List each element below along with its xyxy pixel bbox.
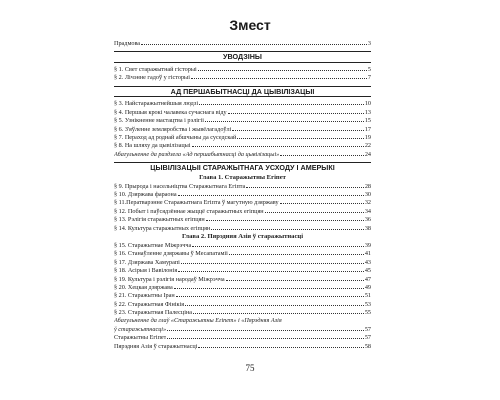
toc-entry[interactable]: [114, 224, 371, 232]
toc-entry[interactable]: [114, 198, 371, 206]
dot-leader: [193, 308, 364, 314]
toc-entry-title: Абагульненне да глаў «Старажытны Егіпет» і «Пярэдняя Азія: [114, 316, 282, 324]
dot-leader: [228, 108, 364, 114]
dot-leader: [226, 275, 364, 281]
toc-entry-title: § 22. Старажытная Фінікія: [114, 300, 185, 308]
toc-entry[interactable]: [114, 125, 371, 133]
toc-entry-title: § 21. Старажытны Іран: [114, 292, 175, 300]
toc-entry[interactable]: [114, 215, 371, 223]
toc-entry-page: 45: [364, 267, 371, 275]
toc-entry-title: § 5. Узнікненне мастацтва і рэлігіі: [114, 117, 204, 125]
toc-entry-title: § 10. Дзяржава фараона: [114, 191, 177, 199]
toc-entry-page: 15: [364, 117, 371, 125]
dot-leader: [174, 283, 364, 289]
toc-entry-page: 7: [367, 74, 371, 82]
toc-entry-page: 28: [364, 182, 371, 190]
toc-entry-title: Пярэдняя Азія ў старажытнасці: [114, 342, 198, 350]
toc-entry[interactable]: [114, 241, 371, 249]
chapter-heading-near-east: Глава 2. Пярэдняя Азія ў старажытнасці: [181, 233, 304, 241]
toc-entry-page: 3: [367, 40, 371, 47]
toc-entry-page: 51: [364, 292, 371, 300]
toc-entry[interactable]: [114, 99, 371, 107]
toc-entry-title: § 12. Побыт і паўсядзённае жыццё старажытных егіпцян: [114, 207, 264, 215]
toc-entry-title: § 16. Станаўленне дзяржавы ў Месапатаміі: [114, 250, 228, 258]
toc-entry[interactable]: [114, 65, 371, 73]
toc-entry[interactable]: [114, 141, 371, 149]
toc-entry[interactable]: [114, 249, 371, 257]
dot-leader: [181, 258, 364, 264]
toc-entry-title: § 4. Першыя крокі чалавека сучаснага віду: [114, 108, 227, 116]
toc-entry[interactable]: [114, 300, 371, 308]
page-number: 75: [245, 363, 255, 373]
toc-entry-page: 58: [364, 342, 371, 350]
toc-entry-page: 19: [364, 133, 371, 141]
toc-entry[interactable]: [114, 291, 371, 299]
toc-entry[interactable]: [114, 108, 371, 116]
toc-entry-page: 49: [364, 283, 371, 291]
toc-entry[interactable]: [114, 333, 371, 341]
toc-entry-page: 10: [364, 100, 371, 108]
toc-entry-title: Прадмова: [114, 40, 141, 47]
toc-entry-page: 41: [364, 250, 371, 258]
toc-entry-title: § 23. Старажытная Палесціна: [114, 309, 193, 317]
dot-leader: [191, 73, 367, 79]
toc-entry[interactable]: [114, 308, 371, 316]
toc-entry-page: 47: [364, 275, 371, 283]
toc-entry-title: ў старажытнасці»: [114, 325, 167, 333]
toc-entry-page: 13: [364, 108, 371, 116]
toc-entry[interactable]: [114, 258, 371, 266]
toc-entry-page: 36: [364, 216, 371, 224]
toc-entry-page: 32: [364, 199, 371, 207]
toc-entry-page: 53: [364, 300, 371, 308]
toc-entry-page: 57: [364, 334, 371, 342]
toc-entry-title: § 19. Культура і рэлігія народаў Міжрэчча: [114, 275, 225, 283]
toc-entry-page: 38: [364, 224, 371, 232]
dot-leader: [246, 182, 364, 188]
section-heading-primitive: АД ПЕРШАБЫТНАСЦІ ДА ЦЫВІЛІЗАЦЫІ: [170, 86, 315, 96]
dot-leader: [206, 215, 364, 221]
dot-leader: [229, 249, 364, 255]
toc-entry-title: § 8. На шляху да цывілізацыі: [114, 142, 191, 150]
section-heading-civilizations: ЦЫВІЛІЗАЦЫІ СТАРАЖЫТНАГА УСХОДУ І АМЕРЫКІ: [150, 163, 335, 173]
toc-entry-title: § 20. Хецкая дзяржава: [114, 283, 173, 291]
toc-entry-summary-continued[interactable]: [114, 325, 371, 333]
dot-leader: [176, 291, 364, 297]
dot-leader: [167, 325, 364, 331]
toc-entry-page: 55: [364, 309, 371, 317]
dot-leader: [211, 224, 363, 230]
toc-entry-page: 17: [364, 125, 371, 133]
dot-leader: [192, 241, 364, 247]
dot-leader: [265, 207, 364, 213]
section-heading-intro: УВОДЗІНЫ: [223, 52, 262, 62]
dot-leader: [198, 342, 363, 348]
toc-entry-page: 39: [364, 242, 371, 250]
chapter-heading-egypt: Глава 1. Старажытны Егіпет: [199, 173, 286, 181]
dot-leader: [198, 65, 367, 71]
dot-leader: [205, 116, 364, 122]
toc-entry-page: 5: [367, 65, 371, 73]
dot-leader: [280, 198, 364, 204]
toc-entry[interactable]: [114, 116, 371, 124]
toc-entry-title: § 9. Прырода і насельніцтва Старажытнага Егіпта: [114, 182, 246, 190]
toc-entry[interactable]: [114, 182, 371, 190]
dot-leader: [141, 39, 367, 45]
dot-leader: [232, 125, 363, 131]
toc-entry[interactable]: [114, 190, 371, 198]
dot-leader: [178, 266, 364, 272]
dot-leader: [185, 300, 364, 306]
toc-entry[interactable]: [114, 342, 371, 350]
table-of-contents: [114, 39, 371, 350]
dot-leader: [167, 333, 363, 339]
toc-entry-page: 57: [364, 325, 371, 333]
dot-leader: [192, 141, 364, 147]
dot-leader: [199, 99, 364, 105]
toc-entry-title: Старажытны Егіпет: [114, 334, 167, 342]
dot-leader: [280, 150, 364, 156]
toc-entry-title: § 14. Культура старажытных егіпцян: [114, 224, 211, 232]
toc-entry-summary[interactable]: [114, 317, 371, 325]
toc-entry[interactable]: [114, 73, 371, 81]
toc-entry-preface[interactable]: [114, 39, 371, 47]
toc-entry-title: § 13. Рэлігія старажытных егіпцян: [114, 216, 205, 224]
toc-entry-page: 34: [364, 207, 371, 215]
toc-entry[interactable]: [114, 207, 371, 215]
toc-entry-page: 24: [364, 150, 371, 158]
toc-entry-page: 22: [364, 142, 371, 150]
toc-entry-summary[interactable]: [114, 150, 371, 158]
toc-entry-title: § 3. Найстаражытнейшыя людзі: [114, 100, 199, 108]
dot-leader: [178, 190, 364, 196]
toc-entry-title: § 1. Свет старажытнай гісторыі: [114, 65, 197, 73]
toc-entry-page: 30: [364, 191, 371, 199]
toc-entry-title: § 6. З'яўленне земляробства і жывёлагадоўлі: [114, 125, 232, 133]
dot-leader: [237, 133, 363, 139]
toc-entry-title: § 18. Асірыя і Вавілонія: [114, 267, 178, 275]
page-title: Змест: [229, 17, 271, 33]
toc-entry[interactable]: [114, 283, 371, 291]
toc-entry-title: Абагульненне да раздзела «Ад першабытнасці да цывілізацыі»: [114, 150, 280, 158]
toc-entry[interactable]: [114, 133, 371, 141]
toc-entry[interactable]: [114, 266, 371, 274]
toc-entry[interactable]: [114, 275, 371, 283]
toc-entry-title: § 17. Дзяржава Хамурапі: [114, 258, 180, 266]
toc-entry-title: § 15. Старажытнае Міжрэчча: [114, 242, 192, 250]
toc-entry-page: 43: [364, 258, 371, 266]
toc-entry-title: § 2. Лічэнне гадоў у гісторыі: [114, 74, 190, 82]
toc-entry-title: § 7. Пераход ад роднай абшчыны да суседскай: [114, 133, 237, 141]
toc-entry-title: § 11.Ператварэнне Старажытнага Егіпта ў магутную дзяржаву: [114, 199, 279, 207]
